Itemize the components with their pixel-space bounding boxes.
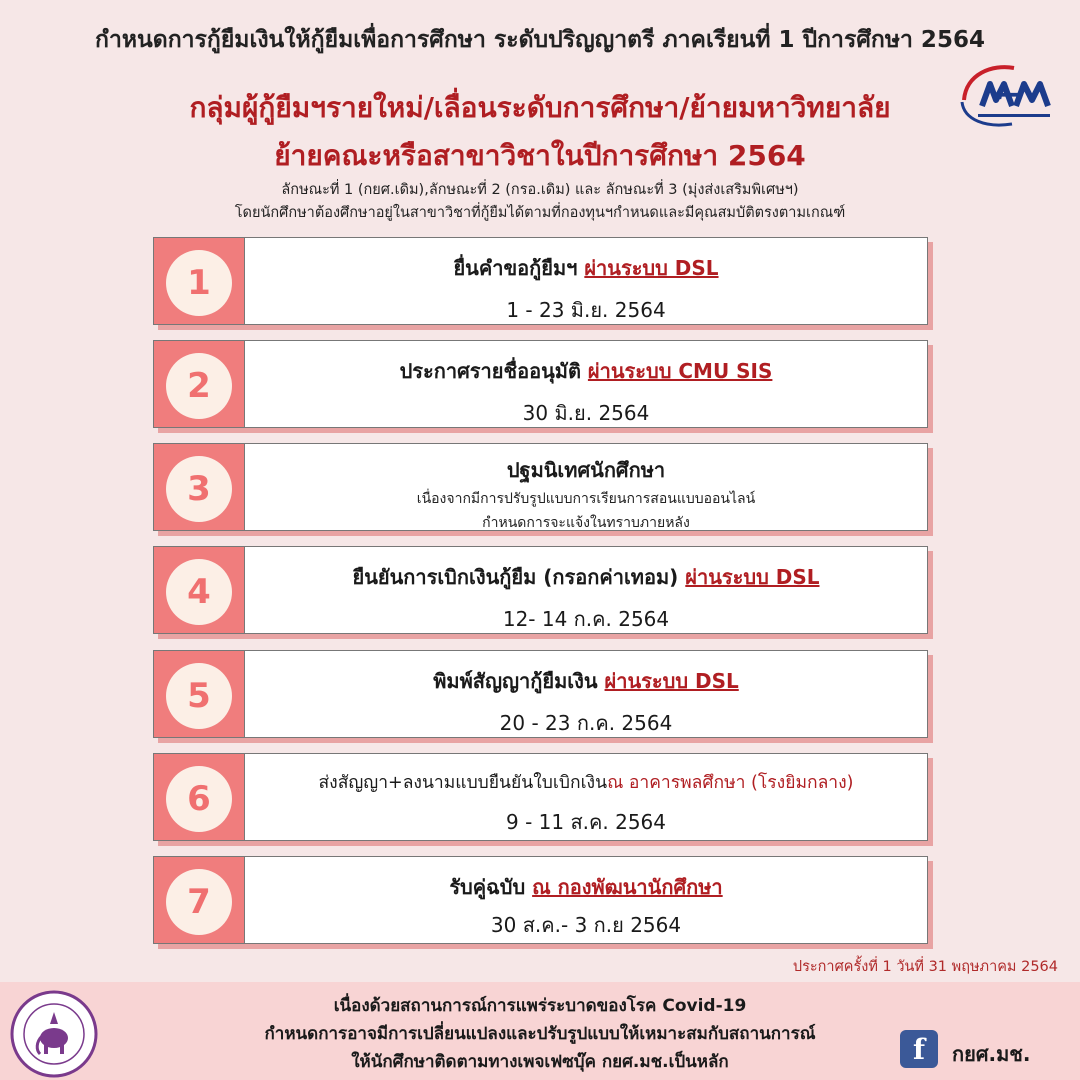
step-number: 3 (166, 456, 232, 522)
step-number: 4 (166, 559, 232, 625)
subtitle-line-2: ย้ายคณะหรือสาขาวิชาในปีการศึกษา 2564 (274, 139, 806, 172)
footer-line-2: กำหนดการอาจมีการเปลี่ยนแปลงและปรับรูปแบบให้เหมาะสมกับสถานการณ์ (264, 1024, 816, 1044)
facebook-page-label[interactable]: กยศ.มช. (952, 1042, 1031, 1066)
step-title: ส่งสัญญา+ลงนามแบบยืนยันใบเบิกเงิน (318, 773, 608, 793)
step-location: ณ กองพัฒนานักศึกษา (532, 875, 723, 899)
step-date: 30 ส.ค.- 3 ก.ย 2564 (490, 913, 682, 937)
step-date: 12- 14 ก.ค. 2564 (502, 607, 670, 631)
step-4 (153, 546, 928, 634)
step-title: รับคู่ฉบับ (449, 875, 533, 899)
step-date: 20 - 23 ก.ค. 2564 (499, 711, 673, 735)
step-title: พิมพ์สัญญากู้ยืมเงิน (433, 669, 605, 693)
step-title: ยื่นคำขอกู้ยืมฯ (453, 256, 585, 280)
step-location: ณ อาคารพลศึกษา (โรงยิมกลาง) (607, 773, 854, 793)
footer-line-3: ให้นักศึกษาติดตามทางเพจเฟซบุ๊ค กยศ.มช.เป็นหลัก (351, 1052, 729, 1072)
step-number: 6 (166, 766, 232, 832)
step-title: ปฐมนิเทศนักศึกษา (506, 458, 666, 482)
step-number: 2 (166, 353, 232, 419)
step-title: ยืนยันการเบิกเงินกู้ยืม (กรอกค่าเทอม) (352, 565, 686, 589)
step-number: 1 (166, 250, 232, 316)
step-date: 9 - 11 ส.ค. 2564 (505, 810, 667, 834)
university-seal-icon (10, 990, 98, 1078)
step-channel: ผ่านระบบ DSL (584, 256, 719, 280)
step-number: 5 (166, 663, 232, 729)
eligibility-note: ลักษณะที่ 1 (กยศ.เดิม),ลักษณะที่ 2 (กรอ.เดิม) และ ลักษณะที่ 3 (มุ่งส่งเสริมพิเศษฯ) (281, 182, 799, 198)
step-channel: ผ่านระบบ CMU SIS (587, 359, 773, 383)
step-channel: ผ่านระบบ DSL (685, 565, 820, 589)
footer-line-1: เนื่องด้วยสถานการณ์การแพร่ระบาดของโรค Covid-19 (333, 996, 747, 1016)
step-channel: ผ่านระบบ DSL (604, 669, 739, 693)
step-3 (153, 443, 928, 531)
page-title: กำหนดการกู้ยืมเงินให้กู้ยืมเพื่อการศึกษา ระดับปริญญาตรี ภาคเรียนที่ 1 ปีการศึกษา 2564 (95, 27, 985, 53)
svg-text:ꟷ: ꟷ (997, 79, 1023, 114)
step-date: 1 - 23 มิ.ย. 2564 (506, 298, 666, 322)
step-5 (153, 650, 928, 738)
step-detail: กำหนดการจะแจ้งในทราบภายหลัง (482, 515, 690, 531)
step-7 (153, 856, 928, 944)
step-6 (153, 753, 928, 841)
subtitle-line-1: กลุ่มผู้กู้ยืมฯรายใหม่/เลื่อนระดับการศึกษา/ย้ายมหาวิทยาลัย (189, 91, 891, 124)
student-loan-fund-logo (952, 62, 1072, 132)
step-date: 30 มิ.ย. 2564 (522, 401, 650, 425)
eligibility-condition: โดยนักศึกษาต้องศึกษาอยู่ในสาขาวิชาที่กู้ยืมได้ตามที่กองทุนฯกำหนดและมีคุณสมบัติตรงตามเกณฑ์ (234, 205, 846, 221)
step-2 (153, 340, 928, 428)
step-title: ประกาศรายชื่ออนุมัติ (399, 359, 588, 383)
announcement-date: ประกาศครั้งที่ 1 วันที่ 31 พฤษภาคม 2564 (792, 959, 1058, 975)
step-1 (153, 237, 928, 325)
step-number: 7 (166, 869, 232, 935)
step-detail: เนื่องจากมีการปรับรูปแบบการเรียนการสอนแบบออนไลน์ (416, 491, 756, 507)
facebook-icon[interactable]: f (900, 1030, 938, 1068)
